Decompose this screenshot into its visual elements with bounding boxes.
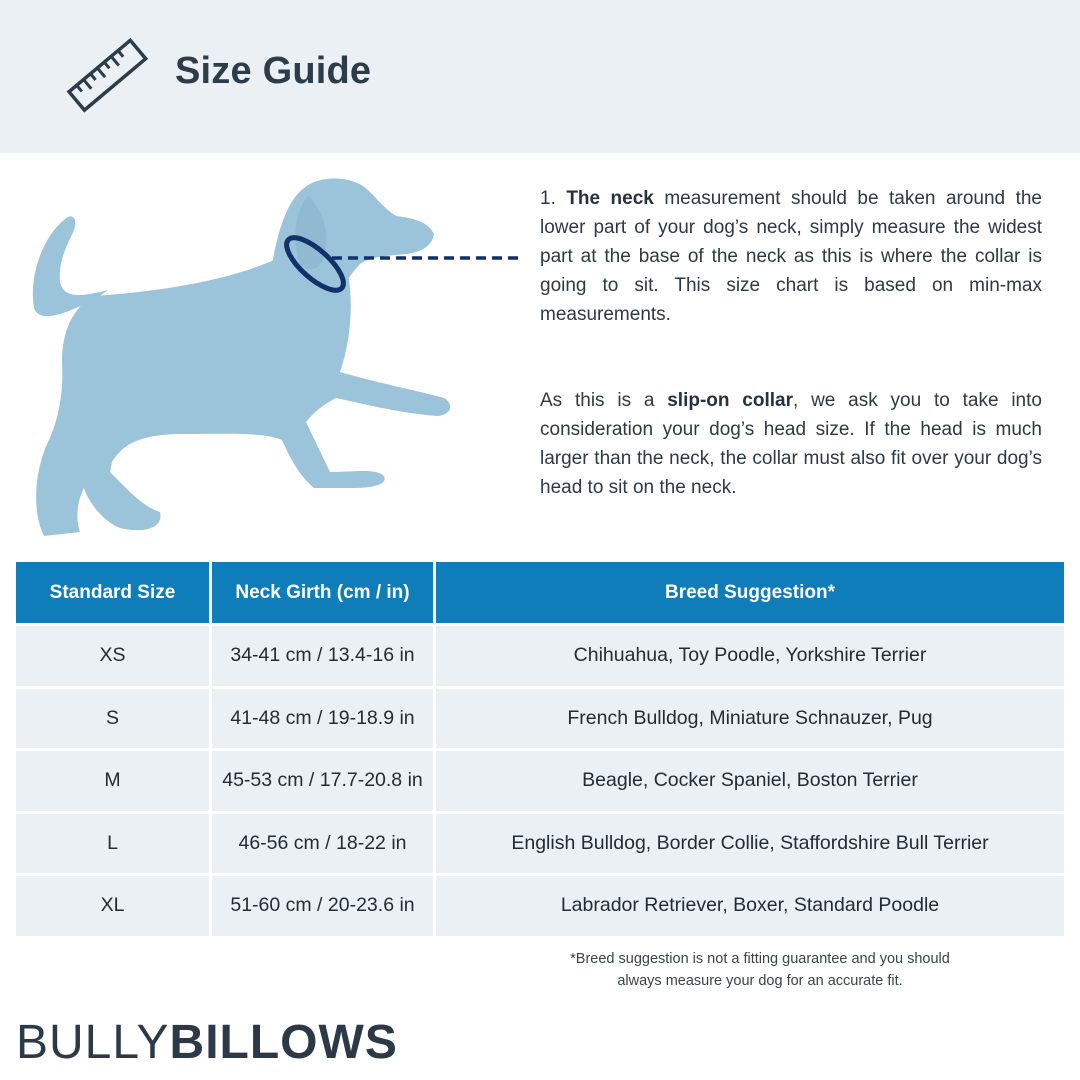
size-cell: XS [16, 623, 209, 686]
neck-measurement-text: 1. The neck measurement should be taken around the lower part of your dog’s neck, simply measure the widest part at the base of the neck as this is where the collar is going to sit. This size chart is based on min-max measurements. [540, 188, 1042, 325]
neck-girth-cell: 45-53 cm / 17.7-20.8 in [209, 748, 433, 811]
brand-logo [16, 1014, 398, 1072]
table-row [16, 811, 1064, 874]
brand-logo-bold: BILLOWS [169, 1016, 398, 1069]
brand-logo-light: BULLY [16, 1016, 170, 1069]
size-cell: XL [16, 873, 209, 936]
size-table [16, 562, 1064, 936]
breed-cell: English Bulldog, Border Collie, Staffordshire Bull Terrier [433, 811, 1064, 874]
disclaimer-line-1: *Breed suggestion is not a fitting guarantee and you should [570, 951, 950, 967]
column-header-breed-suggestion: Breed Suggestion* [433, 562, 1064, 623]
breed-cell: Chihuahua, Toy Poodle, Yorkshire Terrier [433, 623, 1064, 686]
column-header-neck-girth: Neck Girth (cm / in) [209, 562, 433, 623]
breed-cell: French Bulldog, Miniature Schnauzer, Pug [433, 686, 1064, 749]
breed-disclaimer [540, 948, 980, 992]
dog-silhouette-icon [24, 172, 524, 542]
slip-on-collar-text: As this is a slip-on collar, we ask you to take into consideration your dog’s head size. If the head is much larger than the neck, the collar must also fit over your dog’s head to sit on the neck. [540, 390, 1042, 498]
disclaimer-line-2: always measure your dog for an accurate fit. [617, 973, 903, 989]
neck-emphasis: The neck [566, 188, 654, 209]
slip-on-collar-emphasis: slip-on collar [667, 390, 793, 411]
header-banner [0, 0, 1080, 153]
size-cell: S [16, 686, 209, 749]
breed-cell: Beagle, Cocker Spaniel, Boston Terrier [433, 748, 1064, 811]
ruler-icon [62, 34, 154, 118]
table-row [16, 623, 1064, 686]
neck-girth-cell: 34-41 cm / 13.4-16 in [209, 623, 433, 686]
neck-girth-cell: 51-60 cm / 20-23.6 in [209, 873, 433, 936]
table-row [16, 748, 1064, 811]
breed-cell: Labrador Retriever, Boxer, Standard Poodle [433, 873, 1064, 936]
table-row [16, 686, 1064, 749]
table-row [16, 873, 1064, 936]
column-header-standard-size: Standard Size [16, 562, 209, 623]
table-header-row [16, 562, 1064, 623]
neck-girth-cell: 46-56 cm / 18-22 in [209, 811, 433, 874]
page-title: Size Guide [175, 50, 372, 92]
neck-girth-cell: 41-48 cm / 19-18.9 in [209, 686, 433, 749]
size-cell: M [16, 748, 209, 811]
size-cell: L [16, 811, 209, 874]
